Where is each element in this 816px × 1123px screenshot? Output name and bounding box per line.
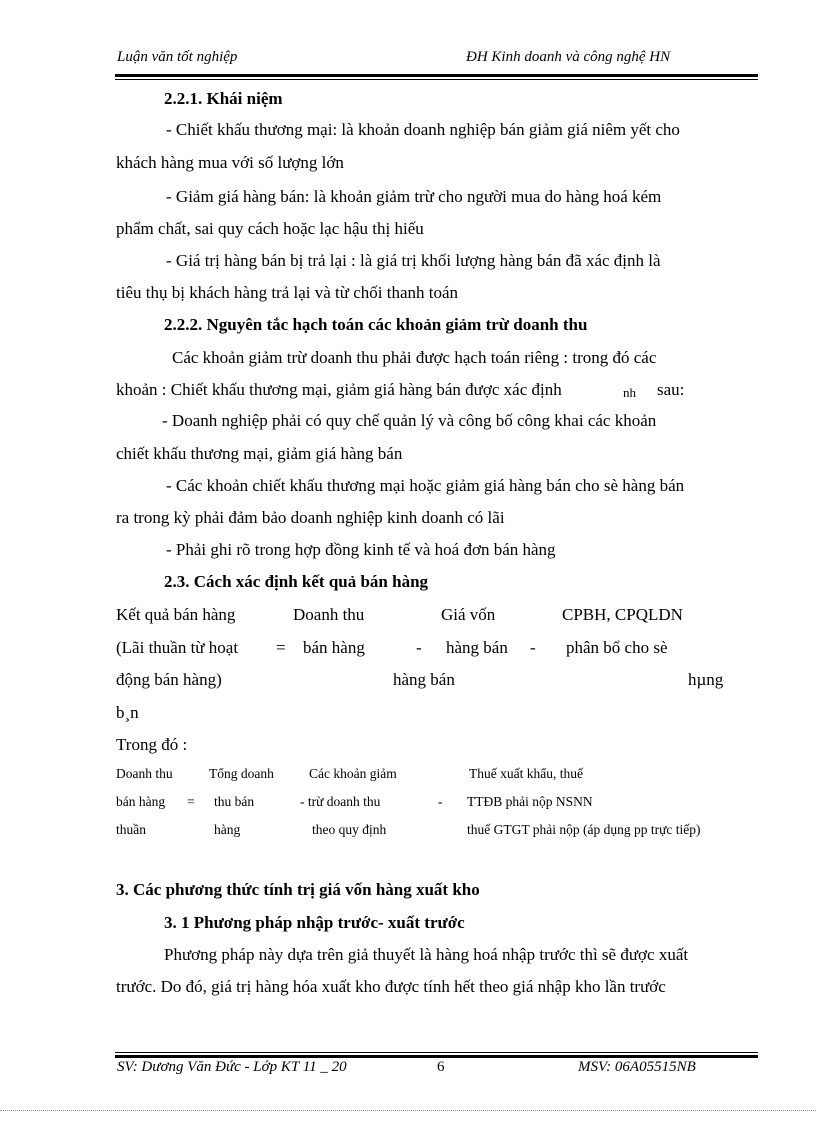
paragraph-line: - Phải ghi rõ trong hợp đồng kinh tế và hoá đơn bán hàng [166, 540, 556, 559]
paragraph-line: Các khoản giảm trừ doanh thu phải được hạch toán riêng : trong đó các [172, 348, 657, 367]
header-rule [115, 74, 758, 77]
paragraph-line: chiết khấu thương mại, giảm giá hàng bán [116, 444, 403, 463]
formula-cell: bán hàng [303, 638, 365, 657]
formula-cell: động bán hàng) [116, 670, 222, 689]
formula-cell: Kết quả bán hàng [116, 605, 236, 624]
header-left: Luận văn tốt nghiệp [117, 49, 238, 65]
formula-cell: TTĐB phải nộp NSNN [467, 794, 593, 809]
equals-sign: = [187, 794, 195, 809]
paragraph-fragment: sau: [657, 380, 685, 399]
formula-cell: thuần [116, 822, 146, 837]
formula-cell: (Lãi thuần từ hoạt [116, 638, 239, 657]
footer-rule [115, 1055, 758, 1058]
paragraph-line: - Doanh nghiệp phải có quy chế quản lý và công bố công khai các khoản [162, 411, 657, 430]
formula-cell: b¸n [116, 703, 139, 722]
formula-cell: hàng bán [446, 638, 508, 657]
formula-cell: hµng [688, 670, 724, 689]
paragraph-line: khoản : Chiết khấu thương mại, giảm giá hàng bán được xác định [116, 380, 562, 399]
formula-cell: Thuế xuất khẩu, thuế [469, 766, 583, 781]
minus-sign: - [416, 638, 422, 657]
formula-cell: thuế GTGT phải nộp (áp dụng pp trực tiếp) [467, 822, 701, 837]
footer-left: SV: Dương Văn Đức - Lớp KT 11 _ 20 [117, 1059, 347, 1075]
formula-cell: CPBH, CPQLDN [562, 605, 683, 624]
paragraph-line: trước. Do đó, giá trị hàng hóa xuất kho được tính hết theo giá nhập kho lần trước [116, 977, 666, 996]
paragraph-line: ra trong kỳ phải đảm bảo doanh nghiệp kinh doanh có lãi [116, 508, 505, 527]
paragraph-line: tiêu thụ bị khách hàng trả lại và từ chối thanh toán [116, 283, 459, 302]
formula-cell: hàng bán [393, 670, 455, 689]
heading-2-2-1: 2.2.1. Khái niệm [164, 89, 283, 108]
paragraph-line: - Giảm giá hàng bán: là khoản giảm trừ cho người mua do hàng hoá kém [166, 187, 662, 206]
formula-cell: Doanh thu [116, 766, 173, 781]
formula-cell: Doanh thu [293, 605, 365, 624]
heading-3-1: 3. 1 Phương pháp nhập trước- xuất trước [164, 913, 465, 932]
footer-rule-thin [115, 1052, 758, 1053]
minus-sign: - [438, 794, 443, 809]
formula-cell: bán hàng [116, 794, 166, 809]
formula-cell: Tổng doanh [209, 766, 274, 781]
trong-do-label: Trong đó : [116, 735, 188, 754]
heading-2-2-2: 2.2.2. Nguyên tắc hạch toán các khoản giảm trừ doanh thu [164, 315, 588, 334]
formula-cell: phân bổ cho sè [566, 638, 668, 657]
minus-sign: - [530, 638, 536, 657]
page-number: 6 [437, 1059, 445, 1075]
formula-cell: thu bán [214, 794, 255, 809]
header-rule-thin [115, 79, 758, 80]
paragraph-line: khách hàng mua với số lượng lớn [116, 153, 344, 172]
paragraph-line: - Các khoản chiết khấu thương mại hoặc giảm giá hàng bán cho sè hàng bán [166, 476, 685, 495]
paragraph-fragment: nh [623, 385, 636, 400]
heading-3: 3. Các phương thức tính trị giá vốn hàng xuất kho [116, 880, 480, 899]
heading-2-3: 2.3. Cách xác định kết quả bán hàng [164, 572, 429, 591]
formula-cell: Các khoản giảm [309, 766, 397, 781]
formula-cell: Giá vốn [441, 605, 496, 624]
formula-cell: theo quy định [312, 822, 387, 837]
paragraph-line: - Chiết khấu thương mại: là khoản doanh nghiệp bán giảm giá niêm yết cho [166, 120, 680, 139]
formula-cell: - trừ doanh thu [300, 794, 381, 809]
formula-cell: hàng [214, 822, 241, 837]
footer-right: MSV: 06A05515NB [578, 1059, 696, 1075]
paragraph-line: phẩm chất, sai quy cách hoặc lạc hậu thị hiếu [116, 219, 424, 238]
paragraph-line: Phương pháp này dựa trên giả thuyết là hàng hoá nhập trước thì sẽ được xuất [164, 945, 689, 964]
header-right: ĐH Kinh doanh và công nghệ HN [466, 49, 671, 65]
equals-sign: = [276, 638, 286, 657]
page-edge-dotted-line [0, 1110, 816, 1111]
paragraph-line: - Giá trị hàng bán bị trả lại : là giá trị khối lượng hàng bán đã xác định là [166, 251, 661, 270]
